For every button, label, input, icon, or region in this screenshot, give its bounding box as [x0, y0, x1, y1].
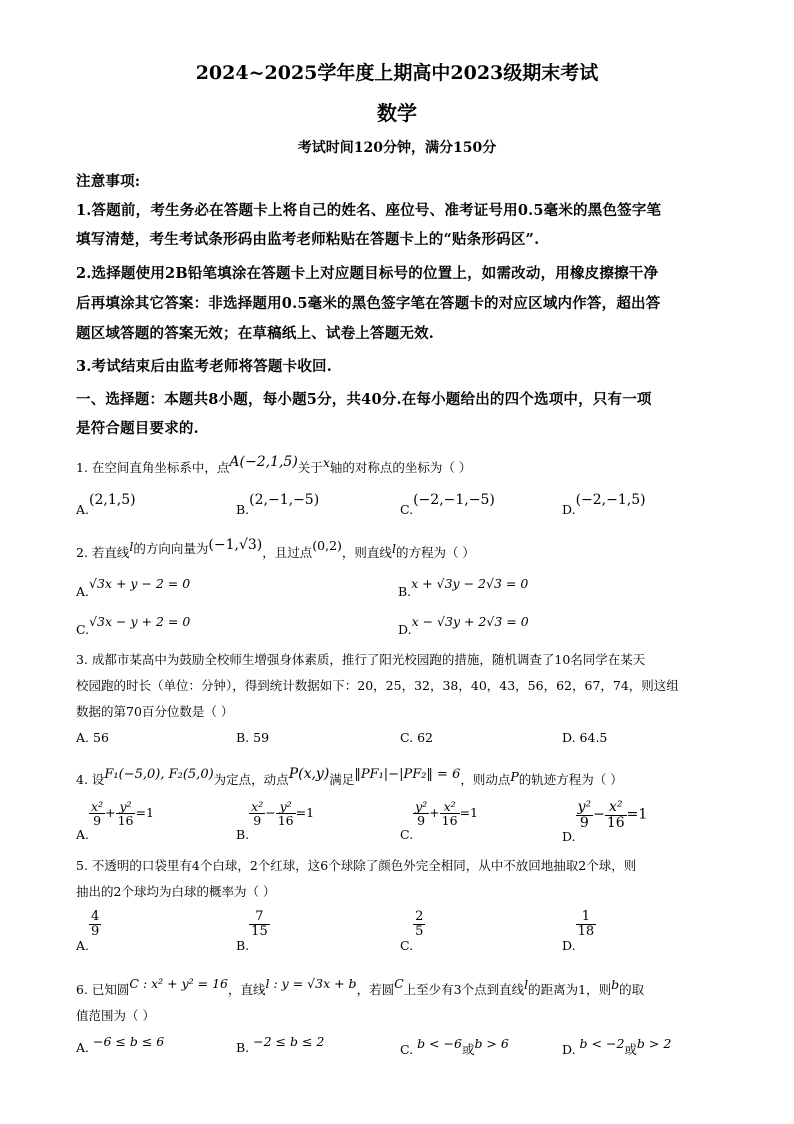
q5-option-b[interactable]: B. $\frac{7}{15}$	[236, 909, 268, 953]
notice-item-1-line-1: 1.答题前，考生务必在答题卡上将自己的姓名、座位号、准考证号用0.5毫米的黑色签字笔	[76, 202, 662, 219]
question-3-line-1: 3. 成都市某高中为鼓励全校师生增强身体素质，推行了阳光校园跑的措施，随机调查了10名同学在某天	[76, 652, 646, 667]
q1-mid: 关于	[297, 460, 323, 475]
exam-info: 考试时间120分钟，满分150分	[297, 140, 497, 156]
question-4-stem: 4. 设F₁(−5,0), F₂(5,0)为定点，动点P(x,y)满足‖PF₁|−|PF₂‖ = 6，则动点P的轨迹方程为（ ）	[76, 766, 623, 787]
section1-line-1: 一、选择题：本题共8小题，每小题5分，共40分.在每小题给出的四个选项中，只有一项	[76, 391, 652, 408]
q2-option-c-value: √3x − y + 2 = 0	[89, 614, 191, 629]
question-1-stem	[76, 454, 472, 476]
notice-heading: 注意事项:	[76, 173, 141, 190]
q1-option-c-value: (−2,−1,−5)	[413, 492, 495, 508]
q2-option-a[interactable]: A.√3x + y − 2 = 0	[76, 576, 191, 599]
question-2-stem: 2. 若直线l的方向向量为(−1,√3)，且过点(0,2)，则直线l的方程为（ ）	[76, 537, 475, 560]
q6-option-b[interactable]: B. −2 ≤ b ≤ 2	[236, 1034, 325, 1055]
q2-option-d-value: x − √3y + 2√3 = 0	[411, 614, 529, 629]
q2-option-a-value: √3x + y − 2 = 0	[89, 576, 191, 591]
notice-item-1-line-2: 填写清楚，考生考试条形码由监考老师粘贴在答题卡上的“贴条形码区”.	[76, 231, 540, 248]
q1-option-b[interactable]: B.(2,−1,−5)	[236, 492, 320, 517]
q5-option-a[interactable]: A. $\frac{4}{9}$	[76, 909, 100, 953]
q1-option-d-value: (−2,−1,5)	[575, 492, 646, 508]
q4-foci: F₁(−5,0), F₂(5,0)	[104, 767, 214, 782]
q6-line: l : y = √3x + b	[265, 976, 357, 991]
q3-option-b[interactable]: B. 59	[236, 730, 270, 745]
q3-option-a[interactable]: A. 56	[76, 730, 109, 745]
q6-option-c[interactable]: C. b < −6或b > 6	[400, 1036, 509, 1057]
q1-option-a[interactable]: A.(2,1,5)	[76, 492, 136, 517]
q1-point: A(−2,1,5)	[229, 454, 298, 470]
q4-option-a[interactable]: A. $\frac{\text{x²}}{9}$ + $\frac{\text{y²}}{16}$ =1	[76, 799, 154, 843]
question-3-line-3: 数据的第70百分位数是（ ）	[76, 704, 234, 719]
q1-option-b-value: (2,−1,−5)	[249, 492, 320, 508]
q4-condition: ‖PF₁|−|PF₂‖ = 6	[354, 767, 461, 782]
q1-option-a-value: (2,1,5)	[89, 492, 136, 508]
q2-point: (0,2)	[312, 538, 342, 553]
q2-vector: (−1,√3)	[208, 537, 263, 553]
q2-option-b-value: x + √3y − 2√3 = 0	[411, 576, 529, 591]
q6-circle: C : x² + y² = 16	[129, 976, 229, 991]
notice-item-3: 3.考试结束后由监考老师将答题卡收回.	[76, 358, 332, 375]
q4-option-b[interactable]: B. $\frac{\text{x²}}{9}$ − $\frac{\text{y²}}{16}$ =1	[236, 799, 315, 843]
q2-option-c[interactable]: C.√3x − y + 2 = 0	[76, 614, 191, 637]
q5-option-c[interactable]: C. $\frac{2}{5}$	[400, 909, 424, 953]
notice-item-2-line-3: 题区域答题的答案无效；在草稿纸上、试卷上答题无效.	[76, 325, 435, 342]
q6-option-a[interactable]: A. −6 ≤ b ≤ 6	[76, 1034, 165, 1055]
q6-option-d[interactable]: D. b < −2或b > 2	[562, 1036, 672, 1057]
q1-option-d[interactable]: D.(−2,−1,5)	[562, 492, 646, 517]
question-5-line-1: 5. 不透明的口袋里有4个白球，2个红球，这6个球除了颜色外完全相同，从中不放回地抽取2个球，则	[76, 858, 637, 873]
notice-item-2-line-2: 后再填涂其它答案：非选择题用0.5毫米的黑色签字笔在答题卡的对应区域内作答，超出答	[76, 295, 661, 312]
question-6-stem: 6. 已知圆C : x² + y² = 16，直线l : y = √3x + b，若圆C上至少有3个点到直线l的距离为1，则b的取	[76, 976, 645, 997]
notice-item-2-line-1: 2.选择题使用2B铅笔填涂在答题卡上对应题目标号的位置上，如需改动，用橡皮擦擦干净	[76, 265, 659, 282]
q1-pre: 1. 在空间直角坐标系中，点	[76, 460, 230, 475]
question-5-line-2: 抽出的2个球均为白球的概率为（ ）	[76, 884, 276, 899]
q1-option-c[interactable]: C.(−2,−1,−5)	[400, 492, 495, 517]
q2-option-b[interactable]: B.x + √3y − 2√3 = 0	[398, 576, 529, 599]
q1-axis: x	[322, 455, 330, 470]
q2-option-d[interactable]: D.x − √3y + 2√3 = 0	[398, 614, 529, 637]
q3-option-d[interactable]: D. 64.5	[562, 730, 608, 745]
question-3-line-2: 校园跑的时长（单位：分钟），得到统计数据如下：20，25，32，38，40，43，56，62，67，74，则这组	[76, 678, 679, 693]
subject-title: 数学	[377, 101, 417, 125]
exam-title: 2024~2025学年度上期高中2023级期末考试	[195, 62, 599, 84]
q1-post: 轴的对称点的坐标为（ ）	[329, 460, 472, 475]
q4-point: P(x,y)	[288, 766, 330, 782]
q5-option-d[interactable]: D. $\frac{1}{18}$	[562, 909, 595, 953]
q3-option-c[interactable]: C. 62	[400, 730, 433, 745]
section1-line-2: 是符合题目要求的.	[76, 420, 199, 437]
q4-option-c[interactable]: C. $\frac{\text{y²}}{9}$ + $\frac{\text{x²}}{16}$ =1	[400, 799, 478, 843]
q4-option-d[interactable]: D. $\frac{\text{y²}}{9}$ − $\frac{\text{x²}}{16}$ =1	[562, 799, 648, 844]
question-6-line-2: 值范围为（ ）	[76, 1008, 155, 1023]
